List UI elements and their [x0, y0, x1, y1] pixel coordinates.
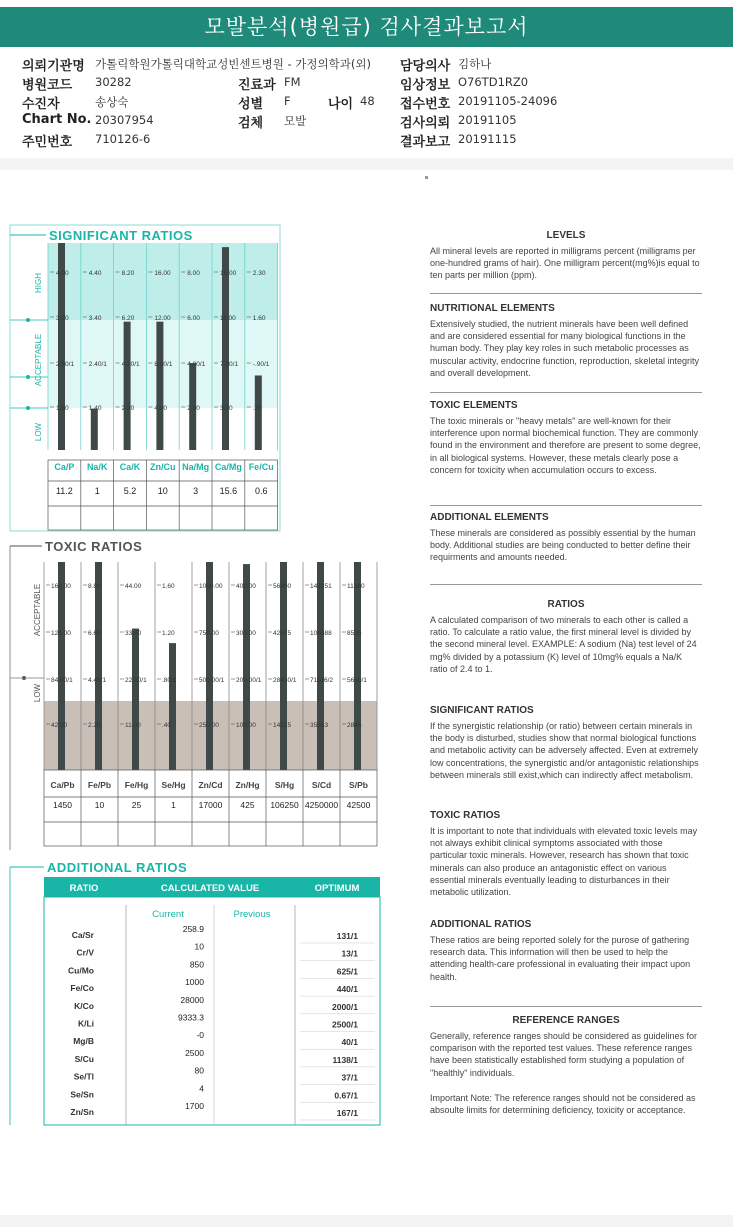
- row-optimum: 2000/1: [332, 1001, 358, 1012]
- tick-label: 8.00/1: [154, 361, 173, 368]
- zone-label: HIGH: [34, 273, 43, 293]
- value-label: 10: [157, 486, 168, 496]
- info-label: 임상정보: [400, 78, 451, 93]
- row-current: 10: [194, 941, 204, 952]
- section-rule: [430, 293, 702, 294]
- separator-band: [0, 158, 733, 170]
- category-label: Zn/Cu: [150, 462, 176, 472]
- chart-title: ADDITIONAL RATIOS: [47, 860, 188, 875]
- table-header: RATIO: [69, 883, 99, 894]
- tick-label: 44.00: [125, 583, 142, 590]
- ratio-bar: [156, 322, 163, 450]
- tick-label: .20: [252, 405, 262, 412]
- category-label: Fe/Pb: [87, 780, 112, 790]
- info-label: 주민번호: [22, 135, 73, 150]
- section-ratios: [430, 599, 702, 675]
- section-title: TOXIC ELEMENTS: [430, 400, 518, 411]
- row-optimum: 2500/1: [332, 1019, 358, 1030]
- info-label: 검사의뢰: [400, 116, 451, 131]
- value-label: 11.2: [55, 486, 73, 496]
- info-label: 담당의사: [400, 59, 451, 74]
- ratio-charts: [0, 170, 400, 1230]
- ratio-bar: [243, 564, 250, 770]
- tick-label: 750.00: [199, 630, 219, 637]
- zone-label: LOW: [34, 422, 43, 442]
- value-label: 4250000: [304, 800, 339, 810]
- category-label: Ca/K: [119, 462, 141, 472]
- tick-label: 3.40: [88, 315, 102, 322]
- value-label: 42500: [346, 800, 371, 810]
- tick-label: 11.00: [125, 722, 141, 729]
- tick-label: 35563: [310, 722, 329, 729]
- section-title: NUTRITIONAL ELEMENTS: [430, 303, 555, 314]
- value-label: 1450: [53, 800, 72, 810]
- section-title: LEVELS: [546, 230, 586, 241]
- info-label: 접수번호: [400, 97, 451, 112]
- section-toxic-ratios: [430, 810, 702, 898]
- row-ratio: Zn/Sn: [70, 1107, 94, 1117]
- row-current: 80: [194, 1065, 204, 1076]
- tick-label: 33.00: [125, 630, 142, 637]
- tick-label: 4.00: [154, 405, 168, 412]
- tick-label: 1.40: [88, 405, 102, 412]
- tick-label: 15.00: [220, 270, 237, 277]
- row-ratio: Mg/B: [73, 1036, 94, 1047]
- tick-label: 11380: [347, 583, 365, 590]
- table-header: CALCULATED VALUE: [160, 883, 260, 894]
- info-value: F: [284, 94, 291, 108]
- section-body: These ratios are being reported solely for the purose of gathering research data. This information will then be used to help the attending health-care professional in evaluating their impact upon health.: [430, 935, 691, 982]
- info-value: 30282: [95, 75, 132, 89]
- tick-label: 106688: [310, 630, 332, 637]
- value-label: 3: [193, 486, 199, 496]
- tick-label: 4.00/1: [187, 361, 206, 368]
- tick-label: 1.20: [162, 630, 175, 637]
- zone-label: ACCEPTABLE: [33, 583, 42, 637]
- tick-label: 126.00: [51, 630, 71, 637]
- tick-label: 300.00: [236, 630, 256, 637]
- tick-label: -.90/1: [252, 361, 270, 368]
- row-optimum: 13/1: [341, 948, 358, 959]
- tick-label: 1.60: [252, 315, 266, 322]
- section-title: TOXIC RATIOS: [430, 810, 501, 821]
- row-optimum: 1138/1: [332, 1054, 358, 1065]
- tick-label: 14225: [273, 722, 292, 729]
- info-value: 김하나: [458, 57, 492, 71]
- info-label: 검체: [238, 116, 264, 131]
- row-current: 258.9: [182, 924, 204, 934]
- value-label: 10: [94, 800, 105, 810]
- ratio-bar: [222, 247, 229, 450]
- ratio-bar: [132, 629, 139, 770]
- info-label: 의뢰기관명: [22, 59, 85, 74]
- info-value: O76TD1RZ0: [458, 75, 529, 89]
- row-optimum: 167/1: [336, 1108, 358, 1118]
- value-label: 1: [171, 800, 176, 810]
- row-current: -0: [196, 1030, 204, 1041]
- ratio-bar: [95, 562, 102, 770]
- sub-header: Previous: [233, 909, 271, 920]
- tick-label: 7.00/1: [220, 361, 239, 368]
- tick-label: 11.00: [220, 315, 236, 322]
- value-label: 1: [94, 486, 100, 496]
- report-title: 모발분석(병원급) 검사결과보고서: [0, 7, 733, 47]
- table-frame: [44, 897, 380, 1125]
- tick-label: 2.00: [187, 405, 200, 412]
- info-label: 나이: [328, 97, 354, 112]
- info-value: 가톨릭학원가톨릭대학교성빈센트병원 - 가정의학과(외): [95, 57, 371, 71]
- tick-label: 2.20: [121, 405, 135, 412]
- chart-title: TOXIC RATIOS: [45, 539, 143, 554]
- row-ratio: Fe/Co: [70, 983, 94, 994]
- info-label: 수진자: [22, 97, 60, 112]
- info-value: 송상숙: [95, 95, 129, 109]
- row-ratio: Cr/V: [76, 947, 94, 958]
- section-body: Generally, reference ranges should be considered as guidelines for comparison with the reported test values. These reference ranges have been statistically established form studying a population of "healthly" individuals.: [430, 1031, 697, 1078]
- acceptable-band: [48, 243, 278, 320]
- ratio-bar: [317, 562, 324, 770]
- row-current: 850: [189, 959, 204, 970]
- value-label: 5.2: [123, 486, 137, 496]
- info-value: 20191105-24096: [458, 94, 558, 108]
- ratio-bar: [124, 322, 131, 450]
- tick-label: 5690/1: [347, 677, 367, 684]
- row-ratio: K/Li: [77, 1018, 94, 1029]
- tick-label: 42675: [273, 630, 292, 637]
- row-optimum: 40/1: [341, 1037, 358, 1048]
- tick-label: 2.30: [252, 270, 266, 277]
- ratio-bar: [252, 375, 262, 450]
- section-title: ADDITIONAL RATIOS: [430, 919, 532, 930]
- category-label: Na/Mg: [182, 462, 210, 472]
- section-toxic-elements: [430, 400, 702, 476]
- chart-title: SIGNIFICANT RATIOS: [49, 228, 193, 243]
- section-rule: [430, 505, 702, 506]
- value-label: 25: [131, 800, 142, 810]
- row-ratio: K/Co: [74, 1000, 94, 1011]
- info-value: 20191105: [458, 113, 517, 127]
- section-body: A calculated comparison of two minerals to each other is called a ratio. To calculate a ratio value, the first mineral level is divided by the second mineral level. EXAMPLE: A sodium (Na) test level of 24 mg% divided by a potassium (K) level of 10mg% equals a Na/K ratio of 2.4 to 1.: [430, 615, 697, 674]
- info-value: 모발: [284, 114, 307, 128]
- row-optimum: 131/1: [336, 931, 358, 941]
- ratio-bar: [206, 562, 213, 770]
- ratio-bar: [280, 562, 287, 770]
- row-optimum: 625/1: [336, 966, 358, 977]
- tick-label: 8.20: [121, 270, 135, 277]
- category-label: Ca/P: [54, 462, 75, 472]
- section-rule: [430, 392, 702, 393]
- row-current: 1000: [185, 977, 204, 988]
- tick-label: 500.00/1: [199, 677, 225, 684]
- info-value: 20307954: [95, 113, 154, 127]
- value-label: 17000: [198, 800, 223, 810]
- tick-label: 1.50: [56, 405, 69, 412]
- tick-label: 142251: [310, 583, 332, 590]
- dot-mark: [425, 176, 428, 179]
- row-current: 28000: [180, 994, 204, 1005]
- section-title: RATIOS: [547, 599, 585, 610]
- ratio-bar: [91, 409, 98, 450]
- tick-label: 1.60: [162, 583, 175, 590]
- tick-label: 4.40/1: [88, 677, 107, 684]
- tick-label: 6.00: [187, 315, 200, 322]
- tick-label: 42.00: [51, 722, 68, 729]
- tick-label: 200.00/1: [236, 677, 262, 684]
- tick-label: 4.20/1: [121, 361, 140, 368]
- tick-label: 100.00: [236, 722, 256, 729]
- tick-label: 4.00: [56, 270, 69, 277]
- section-nutritional-elements: [430, 303, 702, 379]
- value-label: 0.6: [254, 486, 268, 496]
- info-value: 20191115: [458, 132, 517, 146]
- section-levels: [430, 230, 702, 282]
- value-label: 15.6: [219, 486, 238, 496]
- category-label: Se/Hg: [161, 780, 186, 790]
- section-body: Extensively studied, the nutrient minerals have been well defined and are considered essential for many biological functions in the human body. They play key roles in such metabolic processes as muscular activity, endocrine function, reproduction, skeletal integrity and overall development.: [430, 319, 699, 378]
- row-ratio: Cu/Mo: [68, 965, 94, 976]
- row-current: 4: [199, 1083, 204, 1094]
- row-current: 1700: [185, 1101, 204, 1111]
- info-value: 710126-6: [95, 132, 151, 146]
- tick-label: 22.00/1: [125, 677, 147, 684]
- tick-label: 6.20: [121, 315, 135, 322]
- section-body: The toxic minerals or "heavy metals" are well-known for their interference upon normal biochemical function. They are commonly found in the environment and therefore are present to some degree, in all biological systems. However, these metals clearly pose a concern for toxicity when accumulation occurs to excess.: [430, 416, 701, 475]
- section-body: It is important to note that individuals with elevated toxic levels may not always exhibit clinical symptoms associated with those particular toxic minerals. However, research has shown that toxic minerals can also produce an antagonistic effect on various essential minerals eventually leading to disturbances in their metabolic utilization.: [430, 826, 698, 898]
- section-title: REFERENCE RANGES: [512, 1015, 620, 1026]
- info-label: 병원코드: [22, 78, 73, 93]
- section-body: These minerals are considered as possibly essential by the human body. Additional studies are being conducted to better define their requirments and amounts needed.: [430, 528, 696, 563]
- tick-label: 400.00: [236, 583, 256, 590]
- section-reference-ranges: [430, 1015, 702, 1079]
- zone-label: ACCEPTABLE: [34, 333, 43, 387]
- tick-label: 3.00: [220, 405, 233, 412]
- sub-header: Current: [152, 909, 184, 920]
- info-value: FM: [284, 75, 301, 89]
- row-ratio: Se/Tl: [73, 1071, 94, 1082]
- category-label: Fe/Hg: [124, 780, 149, 790]
- tick-label: 16.00: [154, 270, 171, 277]
- tick-label: .40: [162, 722, 172, 729]
- footer-band: [0, 1215, 733, 1227]
- category-label: S/Cd: [311, 780, 332, 790]
- tick-label: 8.80: [88, 583, 101, 590]
- section-note: [430, 1088, 702, 1116]
- info-label: 결과보고: [400, 135, 451, 150]
- ratio-bar: [354, 562, 361, 770]
- info-value: 48: [360, 94, 375, 108]
- row-optimum: 440/1: [336, 984, 358, 995]
- tick-label: 2.50/1: [56, 361, 75, 368]
- tick-label: 4.40: [88, 270, 102, 277]
- info-label: Chart No.: [22, 112, 92, 127]
- category-label: Zn/Cd: [198, 780, 223, 790]
- tick-label: 2.20: [88, 722, 101, 729]
- section-body: If the synergistic relationship (or ratio) between certain minerals in the body is disturbed, studies show that normal biological functions and metabolic activity can be adversely affected. Even at extremely low concentrations, the synergistic and/or antagonistic relationships between minerals still exist,which can indirectly affect metabolism.: [430, 721, 699, 780]
- row-ratio: Ca/Sr: [71, 930, 94, 940]
- tick-label: 6.60: [88, 630, 101, 637]
- tick-label: 2845: [347, 722, 362, 729]
- info-label: 진료과: [238, 78, 276, 93]
- value-label: 106250: [270, 800, 299, 810]
- category-label: S/Pb: [349, 780, 368, 790]
- section-rule: [430, 584, 702, 585]
- category-label: Zn/Hg: [235, 780, 260, 790]
- section-additional-elements: [430, 512, 702, 564]
- info-label: 성별: [238, 97, 264, 112]
- tick-label: 28450/1: [273, 677, 297, 684]
- tick-label: 84.00/1: [51, 677, 73, 684]
- ratio-bar: [169, 643, 176, 770]
- row-ratio: S/Cu: [74, 1053, 94, 1064]
- category-label: Ca/Pb: [50, 780, 75, 790]
- section-title: SIGNIFICANT RATIOS: [430, 705, 534, 716]
- zone-label: LOW: [33, 683, 42, 703]
- section-body: All mineral levels are reported in milligrams percent (milligrams per one-hundred grams of hair). One milligram percent(mg%)is equal to ten parts per million (ppm).: [430, 246, 700, 281]
- category-label: Ca/Mg: [214, 462, 242, 472]
- tick-label: 250.00: [199, 722, 219, 729]
- tick-label: 71126/2: [310, 677, 334, 684]
- tick-label: 3.00: [56, 315, 69, 322]
- category-label: Fe/Cu: [248, 462, 274, 472]
- category-label: Na/K: [86, 462, 108, 472]
- tick-label: 56900: [273, 583, 292, 590]
- section-additional-ratios: [430, 919, 702, 983]
- tick-label: 12.00: [154, 315, 171, 322]
- tick-label: 8.00: [187, 270, 200, 277]
- table-header: OPTIMUM: [314, 883, 360, 894]
- ratio-bar: [58, 562, 65, 770]
- category-label: S/Hg: [274, 780, 295, 790]
- tick-label: 2.40/1: [88, 361, 107, 368]
- section-title: ADDITIONAL ELEMENTS: [430, 512, 549, 523]
- section-body: Important Note: The reference ranges should not be considered as absoulte limits for determining deficiency, toxicity or acceptance.: [430, 1093, 696, 1116]
- tick-label: 1000.00: [199, 583, 223, 590]
- section-significant-ratios: [430, 705, 702, 781]
- tick-label: .80/1: [162, 677, 177, 684]
- section-rule: [430, 1006, 702, 1007]
- row-optimum: 0.67/1: [334, 1090, 358, 1101]
- row-current: 2500: [185, 1047, 204, 1058]
- value-label: 425: [240, 800, 255, 810]
- row-current: 9333.3: [178, 1012, 204, 1023]
- tick-label: 8535: [347, 630, 362, 637]
- row-ratio: Se/Sn: [70, 1089, 94, 1100]
- tick-label: 168.00: [51, 583, 71, 590]
- row-optimum: 37/1: [341, 1072, 358, 1083]
